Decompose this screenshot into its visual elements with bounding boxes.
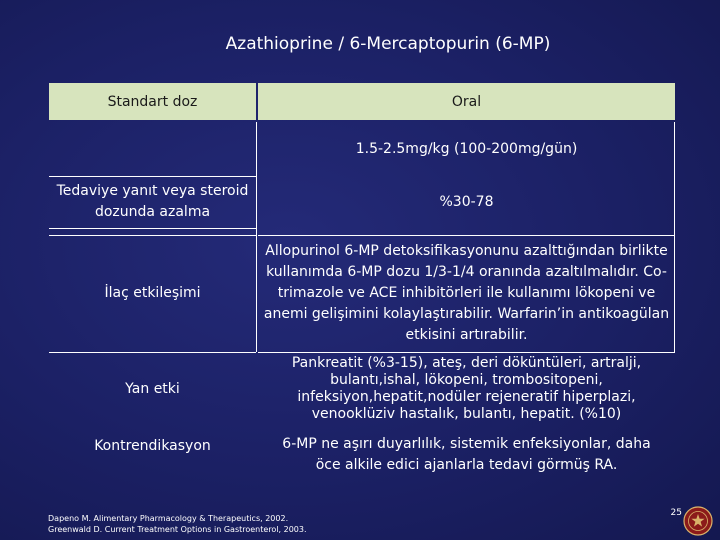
row-value-response: %30-78 (439, 193, 494, 210)
row-divider (49, 352, 256, 353)
reference-2: Greenwald D. Current Treatment Options in Gastroenterol, 2003. (48, 525, 307, 534)
row-label-interaction: İlaç etkileşimi (104, 284, 201, 301)
row-divider (258, 235, 675, 236)
references (48, 513, 307, 535)
row-label-response: Tedaviye yanıt veya steroid dozunda azalma (56, 183, 249, 220)
row-value-side-effects: Pankreatit (%3-15), ateş, deri döküntüleri, artralji, bulantı,ishal, lökopeni, trombositopeni, infeksiyon,hepatit,nodüler rejeneratif hiperplazi, venooklüziv hastalık, bulantı, hepatit. (%10) (291, 355, 642, 422)
row-divider (49, 176, 256, 177)
row-label-empty (49, 124, 256, 174)
row-label-contraindication: Kontrendikasyon (94, 437, 211, 454)
header-standart-doz: Standart doz (49, 83, 256, 120)
row-divider (258, 352, 675, 353)
page-number: 25 (670, 508, 682, 518)
row-value-contraindication: 6-MP ne aşırı duyarlılık, sistemik enfeksiyonlar, daha öce alkile edici ajanlarla tedavi görmüş RA. (282, 436, 651, 473)
reference-1: Dapeno M. Alimentary Pharmacology & Therapeutics, 2002. (48, 514, 289, 523)
row-divider (49, 235, 256, 236)
row-divider (49, 228, 256, 229)
university-seal-icon (683, 506, 713, 536)
header-oral: Oral (258, 83, 675, 120)
column-divider (256, 122, 257, 352)
row-value-dose: 1.5-2.5mg/kg (100-200mg/gün) (355, 140, 578, 157)
slide-title: Azathioprine / 6-Mercaptopurin (6-MP) (225, 34, 551, 54)
row-value-interaction: Allopurinol 6-MP detoksifikasyonunu azalttığından birlikte kullanımda 6-MP dozu 1/3-1/4 oranında azaltılmalıdır. Co-trimazole ve ACE inhibitörleri ile kullanımı lökopeni ve anemi gelişimini kolaylaştırabilir. Warfarin’in antikoagülan etkisini artırabilir. (263, 242, 670, 343)
row-label-side-effects: Yan etki (125, 380, 180, 397)
